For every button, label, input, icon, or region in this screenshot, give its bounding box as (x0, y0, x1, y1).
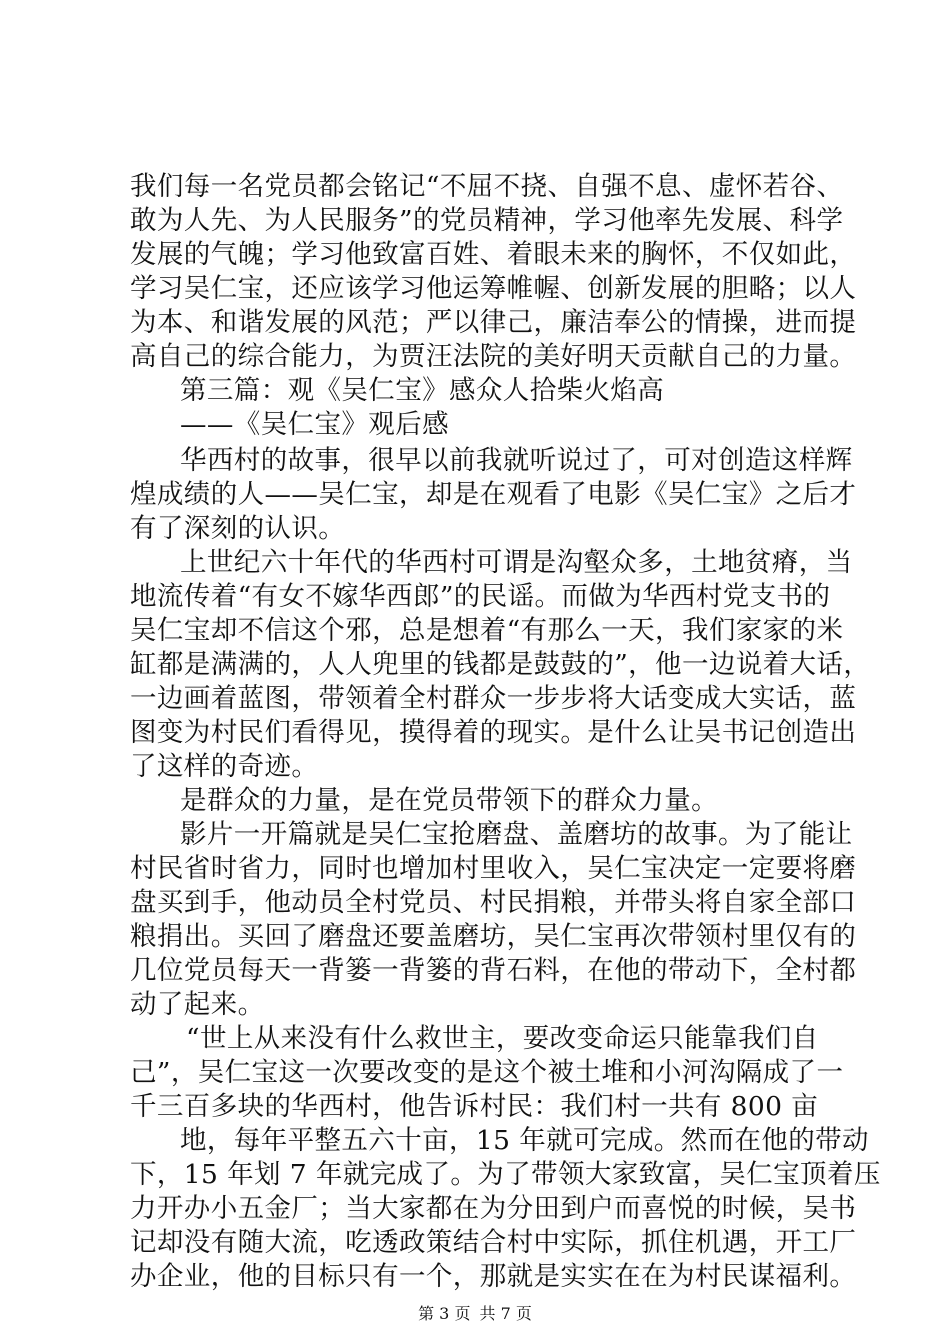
text-line: 办企业，他的目标只有一个，那就是实实在在为村民谋福利。 (130, 1261, 857, 1292)
text-line: 一边画着蓝图，带领着全村群众一步步将大话变成大实话，蓝 (130, 683, 857, 714)
text-line: 发展的气魄；学习他致富百姓、着眼未来的胸怀，不仅如此， (130, 239, 857, 270)
text-line: 我们每一名党员都会铭记“不屈不挠、自强不息、虚怀若谷、 (130, 171, 844, 202)
text-line: 粮捐出。买回了磨盘还要盖磨坊，吴仁宝再次带领村里仅有的 (130, 921, 857, 952)
text-line: 有了深刻的认识。 (130, 513, 346, 544)
text-line: 动了起来。 (130, 989, 265, 1020)
text-line: 下，15 年划 7 年就完成了。为了带领大家致富，吴仁宝顶着压 (130, 1159, 881, 1190)
text-line: 为本、和谐发展的风范；严以律己，廉洁奉公的情操，进而提 (130, 307, 857, 338)
text-line: 影片一开篇就是吴仁宝抢磨盘、盖磨坊的故事。为了能让 (180, 819, 853, 850)
section-subtitle: ——《吴仁宝》观后感 (180, 409, 449, 440)
text-line: 几位党员每天一背篓一背篓的背石料，在他的带动下，全村都 (130, 955, 857, 986)
text-line: 图变为村民们看得见，摸得着的现实。是什么让吴书记创造出 (130, 717, 857, 748)
text-line: 上世纪六十年代的华西村可谓是沟壑众多，土地贫瘠，当 (180, 547, 853, 578)
text-line: 地，每年平整五六十亩，15 年就可完成。然而在他的带动 (180, 1125, 869, 1156)
text-line: 村民省时省力，同时也增加村里收入，吴仁宝决定一定要将磨 (130, 853, 857, 884)
text-line: 盘买到手，他动员全村党员、村民捐粮，并带头将自家全部口 (130, 887, 857, 918)
page-number: 第 3 页 (418, 1304, 471, 1323)
text-line: 力开办小五金厂；当大家都在为分田到户而喜悦的时候，吴书 (130, 1193, 857, 1224)
text-line: 敢为人先、为人民服务”的党员精神，学习他率先发展、科学 (130, 205, 844, 236)
text-line: 是群众的力量，是在党员带领下的群众力量。 (180, 785, 718, 816)
text-line: 己”，吴仁宝这一次要改变的是这个被土堆和小河沟隔成了一 (130, 1057, 844, 1088)
text-line: 缸都是满满的，人人兜里的钱都是鼓鼓的”，他一边说着大话， (130, 649, 871, 680)
text-line: 华西村的故事，很早以前我就听说过了，可对创造这样辉 (180, 445, 853, 476)
text-line: 煌成绩的人——吴仁宝，却是在观看了电影《吴仁宝》之后才 (130, 479, 857, 510)
text-line: 吴仁宝却不信这个邪，总是想着“有那么一天，我们家家的米 (130, 615, 844, 646)
text-line: 记却没有随大流，吃透政策结合村中实际，抓住机遇，开工厂 (130, 1227, 857, 1258)
text-line: 学习吴仁宝，还应该学习他运筹帷幄、创新发展的胆略；以人 (130, 273, 857, 304)
text-line: 高自己的综合能力，为贾汪法院的美好明天贡献自己的力量。 (130, 341, 857, 372)
text-line: “世上从来没有什么救世主，要改变命运只能靠我们自 (186, 1023, 819, 1054)
page-footer (0, 1304, 950, 1324)
text-line: 了这样的奇迹。 (130, 751, 319, 782)
page-total: 共 7 页 (479, 1304, 532, 1323)
text-line: 地流传着“有女不嫁华西郎”的民谣。而做为华西村党支书的 (130, 581, 831, 612)
text-line: 千三百多块的华西村，他告诉村民：我们村一共有 800 亩 (130, 1091, 819, 1122)
section-title: 第三篇：观《吴仁宝》感众人拾柴火焰高 (180, 375, 665, 406)
